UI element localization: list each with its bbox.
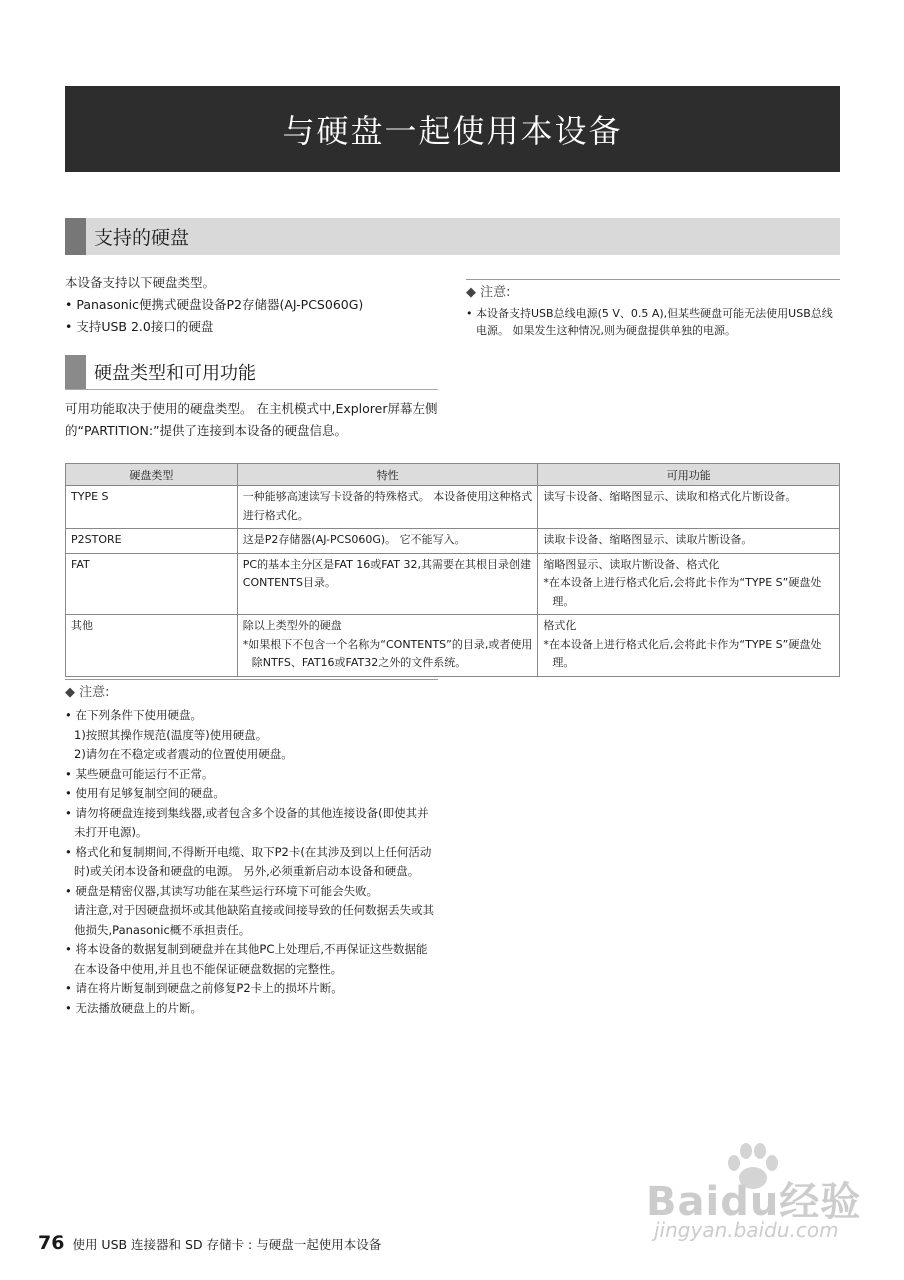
note-item: • 请勿将硬盘连接到集线器,或者包含多个设备的其他连接设备(即使其并未打开电源)。	[65, 805, 429, 839]
note-subitem: 2)请勿在不稳定或者震动的位置使用硬盘。	[74, 747, 293, 761]
note-item: • 请在将片断复制到硬盘之前修复P2卡上的损坏片断。	[65, 981, 343, 995]
cell-disk-type: TYPE S	[66, 486, 238, 529]
cell-disk-type: 其他	[66, 615, 238, 677]
note-box-power	[466, 279, 840, 339]
cell-feature: 一种能够高速读写卡设备的特殊格式。 本设备使用这种格式进行格式化。	[237, 486, 538, 529]
cell-disk-type: P2STORE	[66, 529, 238, 554]
table-header-row	[66, 464, 840, 486]
note-subitem: 1)按照其操作规范(温度等)使用硬盘。	[74, 727, 268, 742]
function-text: 缩略图显示、读取片断设备、格式化	[543, 557, 720, 571]
column-header-feature: 特性	[237, 464, 538, 486]
watermark-logo: Baidu经验	[646, 1179, 862, 1225]
note-item: • 将本设备的数据复制到硬盘并在其他PC上处理后,不再保证这些数据能在本设备中使用,并且也不能保证硬盘数据的完整性。	[65, 942, 428, 976]
footer-text: 使用 USB 连接器和 SD 存储卡 : 与硬盘一起使用本设备	[72, 1237, 382, 1252]
section-heading-text: 支持的硬盘	[94, 227, 190, 249]
cell-feature	[237, 615, 538, 677]
bullet-item: • Panasonic便携式硬盘设备P2存储器(AJ-PCS060G)	[65, 297, 364, 312]
disk-types-table	[65, 463, 840, 677]
subsection-heading-marker	[65, 355, 86, 389]
cell-disk-type: FAT	[66, 553, 238, 615]
note-items	[65, 706, 438, 1018]
feature-text: 除以上类型外的硬盘	[242, 619, 342, 632]
page-title-banner	[65, 86, 840, 172]
feature-note: *如果根下不包含一个名称为“CONTENTS”的目录,或者使用除NTFS、FAT16或FAT32之外的文件系统。	[242, 637, 533, 669]
column-header-type: 硬盘类型	[66, 464, 238, 486]
cell-function: 读写卡设备、缩略图显示、读取和格式化片断设备。	[538, 486, 840, 529]
note-item: • 某些硬盘可能运行不正常。	[65, 766, 214, 781]
cell-function	[538, 615, 840, 677]
cell-function	[538, 553, 840, 615]
cell-function: 读取卡设备、缩略图显示、读取片断设备。	[538, 529, 840, 554]
cell-feature: PC的基本主分区是FAT 16或FAT 32,其需要在其根目录创建CONTENTS目录。	[237, 553, 538, 615]
subsection-heading-text: 硬盘类型和可用功能	[94, 363, 256, 384]
page-number: 76	[38, 1232, 65, 1254]
subsection-heading-disk-types	[65, 355, 438, 390]
note-heading: ◆ 注意:	[65, 685, 110, 700]
table-row	[66, 529, 840, 554]
disk-types-description: 可用功能取决于使用的硬盘类型。 在主机模式中,Explorer屏幕左侧的“PARTITION:”提供了连接到本设备的硬盘信息。	[65, 401, 438, 438]
watermark-url: jingyan.baidu.com	[654, 1218, 839, 1242]
note-item: • 在下列条件下使用硬盘。	[65, 708, 202, 722]
section-heading-marker	[65, 218, 86, 255]
page-title: 与硬盘一起使用本设备	[282, 112, 623, 150]
note-item: • 硬盘是精密仪器,其读写功能在某些运行环境下可能会失败。	[65, 883, 379, 898]
table-row	[66, 553, 840, 615]
table-row	[66, 615, 840, 677]
cell-feature: 这是P2存储器(AJ-PCS060G)。 它不能写入。	[237, 529, 538, 554]
column-header-function: 可用功能	[538, 464, 840, 486]
note-heading: ◆ 注意:	[466, 285, 511, 300]
table-row	[66, 486, 840, 529]
page-footer	[38, 1232, 381, 1256]
bullet-item: • 支持USB 2.0接口的硬盘	[65, 319, 214, 334]
note-item: • 格式化和复制期间,不得断开电缆、取下P2卡(在其涉及到以上任何活动时)或关闭本设备和硬盘的电源。 另外,必须重新启动本设备和硬盘。	[65, 844, 432, 878]
note-subitem: 请注意,对于因硬盘损坏或其他缺陷直接或间接导致的任何数据丢失或其他损失,Panasonic概不承担责任。	[74, 903, 435, 937]
note-item: • 使用有足够复制空间的硬盘。	[65, 786, 225, 800]
function-text: 格式化	[543, 619, 577, 632]
note-text: • 本设备支持USB总线电源(5 V、0.5 A),但某些硬盘可能无法使用USB总线电源。 如果发生这种情况,则为硬盘提供单独的电源。	[466, 307, 833, 337]
function-note: *在本设备上进行格式化后,会将此卡作为“TYPE S”硬盘处理。	[543, 637, 822, 669]
supported-disks-intro	[65, 272, 455, 338]
function-note: *在本设备上进行格式化后,会将此卡作为“TYPE S”硬盘处理。	[543, 576, 822, 608]
note-item: • 无法播放硬盘上的片断。	[65, 1000, 202, 1015]
section-heading-supported-disks	[65, 218, 840, 255]
note-box-usage	[65, 679, 438, 1018]
baidu-watermark	[640, 1140, 890, 1250]
intro-text: 本设备支持以下硬盘类型。	[65, 275, 216, 290]
